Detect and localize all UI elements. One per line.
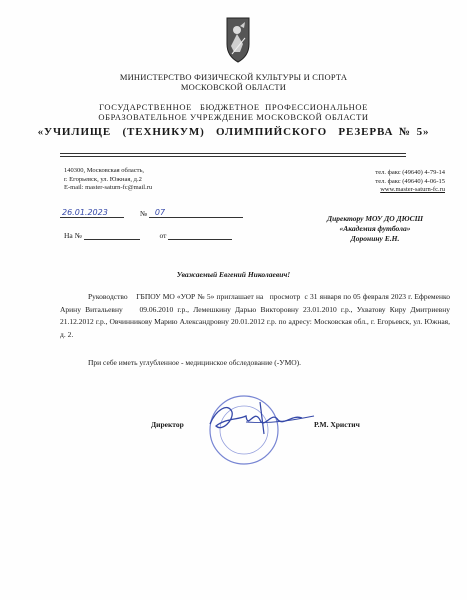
recipient-block [300,214,450,244]
body-paragraph-1: Руководство ГБПОУ МО «УОР № 5» приглашает на просмотр с 31 января по 05 февраля 2023 г. Ефременко Арину Витальевну 09.06.2010 г.р., Лемешкину Дарью Викторовну 23.01.2010 г.р., Ухватову Киру Дмитриевну 21.12.2012 г.р., Овчинникову Марию Александровну 20.01.2012 г.р. по адресу: Московская обл., г. Егорьевск, ул. Южная, д. 2. [60,292,452,339]
recipient-line-2: «Академия футбола» [339,224,411,233]
ministry-line-1: МИНИСТЕРСТВО ФИЗИЧЕСКОЙ КУЛЬТУРЫ И СПОРТА [119,72,348,82]
outgoing-date-field [60,208,124,218]
contact-website: www.master-saturn-fc.ru [380,186,445,193]
outgoing-number: 07 [154,208,166,217]
header-divider [60,153,406,154]
signature-title: Директор [151,420,184,429]
institution-heading [0,102,467,122]
greeting: Уважаемый Евгений Николаевич! [176,270,291,279]
reference-date-field [168,230,232,240]
official-stamp-and-signature [202,390,322,470]
address-email: E-mail: master-saturn-fc@mail.ru [64,184,153,191]
sender-contacts [375,169,445,195]
reference-number-field [84,230,140,240]
reference-from-label: от [159,231,167,240]
reference-row [64,230,232,240]
ministry-line-2: МОСКОВСКОЙ ОБЛАСТИ [180,82,287,92]
recipient-line-3: Доронину Е.Н. [350,234,400,243]
outgoing-date-row [60,208,243,218]
header-divider-2 [60,156,406,157]
coat-of-arms-emblem [223,14,253,64]
ministry-heading [0,72,467,92]
address-line-1: 140300, Московская область, [64,167,145,174]
body-paragraph-2: При себе иметь углубленное - медицинское обследование (-УМО). [88,358,302,367]
outgoing-number-field [149,208,243,218]
contact-tel-2: тел. факс (49640) 4-06-15 [375,177,445,185]
contact-tel-1: тел. факс (49640) 4-79-14 [375,169,445,176]
school-name: «УЧИЛИЩЕ (ТЕХНИКУМ) ОЛИМПИЙСКОГО РЕЗЕРВА № 5» [37,126,430,138]
reference-label: На № [64,231,82,240]
institution-line-1: ГОСУДАРСТВЕННОЕ БЮДЖЕТНОЕ ПРОФЕССИОНАЛЬНОЕ [99,102,368,112]
address-line-2: г. Егорьевск, ул. Южная, д.2 [64,175,142,183]
outgoing-number-label: № [139,209,148,218]
recipient-line-1: Директору МОУ ДО ДЮСШ [326,214,424,223]
signature-name: Р.М. Христич [314,420,360,429]
sender-address [64,167,152,193]
outgoing-date: 26.01.2023 [62,208,108,217]
institution-line-2: ОБРАЗОВАТЕЛЬНОЕ УЧРЕЖДЕНИЕ МОСКОВСКОЙ ОБЛАСТИ [98,112,369,122]
